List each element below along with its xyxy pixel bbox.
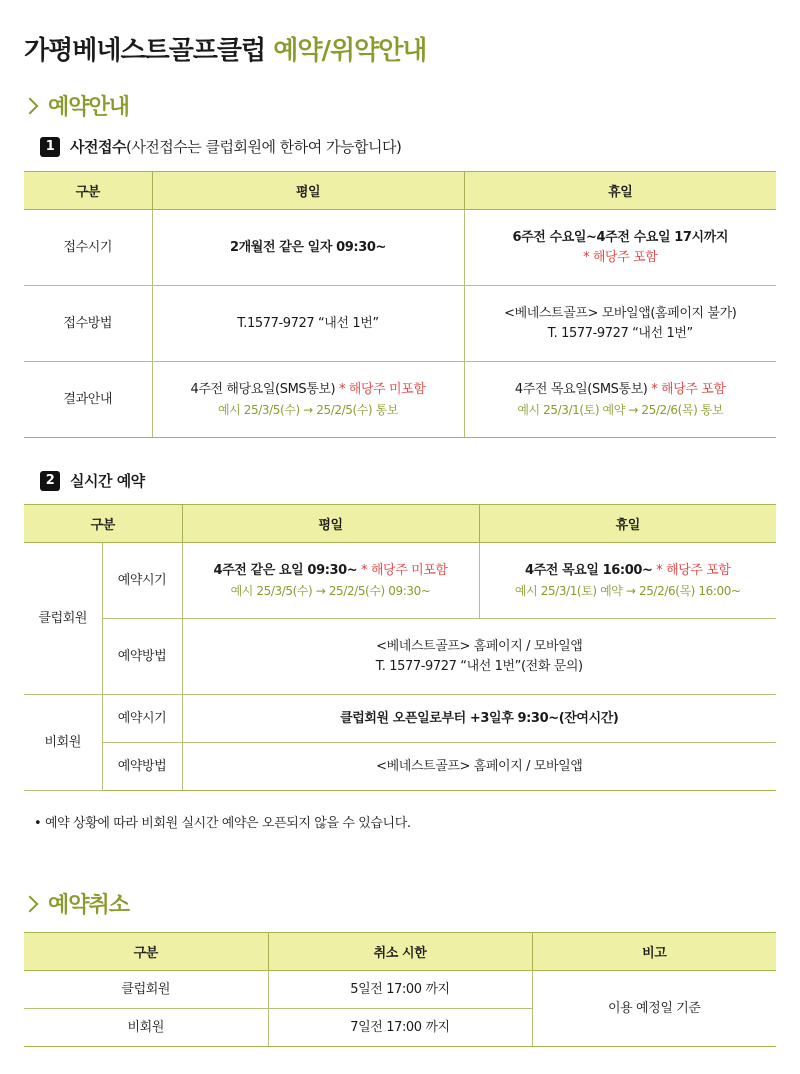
section-heading-cancellation — [22, 888, 129, 919]
table-row — [24, 286, 776, 362]
row-label: 예약시기 — [102, 543, 182, 619]
title-accent: 예약/위약안내 — [273, 36, 427, 66]
row-label: 예약시기 — [102, 695, 182, 743]
row-label: 비회원 — [24, 1009, 268, 1047]
cell-weekday: 2개월전 같은 일자 09:30~ — [152, 210, 464, 286]
cell-holiday — [464, 362, 776, 438]
row-label: 클럽회원 — [24, 971, 268, 1009]
chevron-right-icon — [22, 895, 39, 912]
cell-remark: 이용 예정일 기준 — [532, 971, 776, 1047]
cell-deadline: 5일전 17:00 까지 — [268, 971, 532, 1009]
table-header-row — [24, 933, 776, 971]
header-category: 구분 — [24, 933, 268, 971]
subheading-bold: 사전접수 — [70, 138, 126, 156]
cell-holiday — [479, 543, 776, 619]
cell-main-text: 6주전 수요일~4주전 수요일 17시까지 — [512, 229, 728, 245]
section-heading-text: 예약취소 — [48, 893, 130, 918]
row-label: 접수시기 — [24, 210, 152, 286]
table-row — [24, 543, 776, 619]
cell-example: 예시 25/3/5(수) → 25/2/5(수) 통보 — [217, 402, 399, 417]
cell-main-text: 4주전 해당요일(SMS통보) — [190, 381, 336, 397]
subheading-advance-application — [40, 136, 401, 157]
cell-weekday — [182, 543, 479, 619]
footnote: • 예약 상황에 따라 비회원 실시간 예약은 오픈되지 않을 수 있습니다. — [34, 816, 411, 831]
row-group-label: 비회원 — [24, 695, 102, 791]
cell-time-value: 클럽회원 오픈일로부터 +3일후 9:30~(잔여시간) — [182, 695, 776, 743]
chevron-right-icon — [22, 97, 39, 114]
number-badge: 2 — [40, 471, 60, 491]
page-title — [24, 30, 426, 67]
table-header-row — [24, 505, 776, 543]
table-row — [24, 362, 776, 438]
table-row — [24, 210, 776, 286]
cell-note-red: * 해당주 미포함 — [361, 562, 448, 578]
cell-note-red: * 해당주 포함 — [651, 381, 726, 397]
cell-line: <베네스트골프> 홈페이지 / 모바일앱 — [376, 638, 583, 654]
cell-method-value: <베네스트골프> 홈페이지 / 모바일앱 — [182, 743, 776, 791]
table-row — [24, 743, 776, 791]
cell-main-line — [153, 380, 464, 400]
row-label: 결과안내 — [24, 362, 152, 438]
section-heading-reservation-guide — [22, 90, 129, 121]
header-holiday: 휴일 — [464, 172, 776, 210]
header-weekday: 평일 — [152, 172, 464, 210]
cell-method — [182, 619, 776, 695]
cell-holiday — [464, 210, 776, 286]
subheading-bold: 실시간 예약 — [70, 472, 145, 490]
cell-note-red: * 해당주 포함 — [656, 562, 731, 578]
row-label: 접수방법 — [24, 286, 152, 362]
title-main: 가평베네스트골프클럽 — [24, 36, 266, 66]
cell-deadline: 7일전 17:00 까지 — [268, 1009, 532, 1047]
header-category: 구분 — [24, 172, 152, 210]
header-deadline: 취소 시한 — [268, 933, 532, 971]
cell-weekday — [152, 362, 464, 438]
row-label: 예약방법 — [102, 743, 182, 791]
cell-note-red: * 해당주 포함 — [583, 249, 658, 265]
cell-main-line — [183, 561, 479, 581]
cancellation-table — [24, 932, 776, 1047]
cell-holiday — [464, 286, 776, 362]
cell-main-line — [480, 561, 777, 581]
subheading-rest: (사전접수는 클럽회원에 한하여 가능합니다) — [125, 138, 402, 156]
cell-main-text: 4주전 목요일 16:00~ — [524, 562, 653, 578]
header-holiday: 휴일 — [479, 505, 776, 543]
row-label: 예약방법 — [102, 619, 182, 695]
cell-example: 예시 25/3/1(토) 예약 → 25/2/6(목) 통보 — [517, 402, 724, 417]
table-header-row — [24, 172, 776, 210]
section-heading-text: 예약안내 — [48, 95, 130, 120]
cell-main-text: 4주전 같은 요일 09:30~ — [213, 562, 358, 578]
cell-note-red: * 해당주 미포함 — [338, 381, 426, 397]
header-remark: 비고 — [532, 933, 776, 971]
subheading-realtime-reservation — [40, 470, 145, 491]
table-row — [24, 695, 776, 743]
cell-line: T. 1577-9727 “내선 1번” — [547, 325, 693, 341]
cell-line: T. 1577-9727 “내선 1번”(전화 문의) — [375, 658, 583, 674]
cell-example: 예시 25/3/5(수) → 25/2/5(수) 09:30~ — [230, 583, 431, 598]
cell-weekday: T.1577-9727 “내선 1번” — [152, 286, 464, 362]
cell-main-text: 4주전 목요일(SMS통보) — [514, 381, 648, 397]
cell-main-line — [465, 380, 777, 400]
realtime-reservation-table — [24, 504, 776, 791]
cell-example: 예시 25/3/1(토) 예약 → 25/2/6(목) 16:00~ — [514, 583, 741, 598]
table-row — [24, 619, 776, 695]
number-badge: 1 — [40, 137, 60, 157]
advance-application-table — [24, 171, 776, 438]
header-weekday: 평일 — [182, 505, 479, 543]
table-row — [24, 971, 776, 1009]
header-category: 구분 — [24, 505, 182, 543]
row-group-label: 클럽회원 — [24, 543, 102, 695]
cell-line: <베네스트골프> 모바일앱(홈페이지 불가) — [504, 305, 737, 321]
